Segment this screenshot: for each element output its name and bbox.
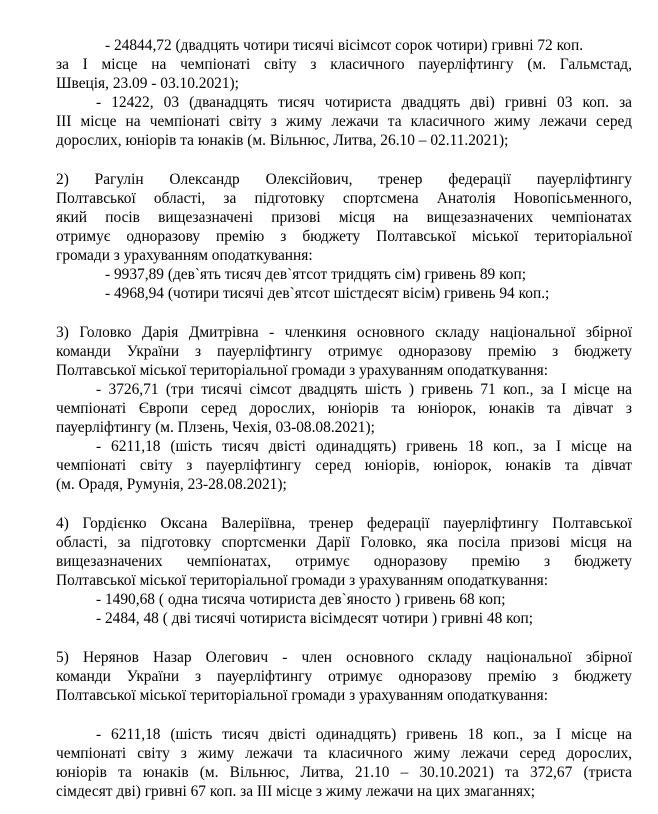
text-line: дорослих, юніорів та юнаків (м. Вільнюс, Литва, 26.10 – 02.11.2021);	[56, 132, 509, 149]
text-line: - 12422, 03 (дванадцять тисяч чотириста двадцять дві) гривні 03 коп. за	[96, 94, 632, 111]
text-line: (м. Орадя, Румунія, 23-28.08.2021);	[56, 476, 287, 493]
text-line: - 9937,89 (дев`ять тисяч дев`ятсот тридцять сім) гривень 89 коп;	[105, 266, 526, 283]
text-line: вищезазначених чемпіонатах, отримує одноразову премію з бюджету	[56, 553, 632, 570]
text-line: - 4968,94 (чотири тисячі дев`ятсот шістдесят вісім) гривень 94 коп.;	[105, 285, 550, 302]
text-line: пауерліфтингу (м. Плзень, Чехія, 03-08.08.2021);	[56, 419, 375, 436]
text-line: - 2484, 48 ( дві тисячі чотириста вісімдесят чотири ) гривні 48 коп;	[96, 610, 534, 627]
text-line: ІІІ місце на чемпіонаті світу з жиму лежачи та класичного жиму лежачи серед	[56, 113, 632, 130]
text-line: отримує одноразову премію з бюджету Полтавської міської територіальної	[56, 228, 632, 245]
text-line: - 6211,18 (шість тисяч двісті одинадцять) гривень 18 коп., за І місце на	[96, 438, 632, 455]
text-line: громади з урахуванням оподаткування:	[56, 247, 313, 264]
text-line: Полтавської міської територіальної громади з урахуванням оподаткування:	[56, 687, 548, 704]
text-line: команди України з пауерліфтингу отримує одноразову премію з бюджету	[56, 343, 632, 360]
text-line: 3) Головко Дарія Дмитрівна - членкиня основного складу національної збірної	[56, 324, 632, 341]
text-line: який посів вищезазначені призові місця на вищезазначених чемпіонатах	[56, 209, 632, 226]
text-line: чемпіонаті світу з пауерліфтингу серед юніорів, юніорок, юнаків та дівчат	[56, 457, 632, 474]
text-line: чемпіонаті світу з жиму лежачи та класичного жиму лежачи серед дорослих,	[56, 745, 632, 762]
text-line: - 24844,72 (двадцять чотири тисячі вісімсот сорок чотири) гривні 72 коп.	[105, 37, 584, 54]
text-line: Швеція, 23.09 - 03.10.2021);	[56, 75, 239, 92]
text-line: Полтавської міської територіальної громади з урахуванням оподаткування:	[56, 362, 548, 379]
text-line: - 1490,68 ( одна тисяча чотириста дев`яносто ) гривень 68 коп;	[96, 591, 506, 608]
text-line: 2) Рагулін Олександр Олексійович, тренер федерації пауерліфтингу	[56, 171, 632, 188]
text-line: - 3726,71 (три тисячі сімсот двадцять шість ) гривень 71 коп., за І місце на	[96, 381, 632, 398]
text-line: 4) Гордієнко Оксана Валеріївна, тренер федерації пауерліфтингу Полтавської	[56, 515, 632, 532]
text-line: Полтавської області, за підготовку спортсмена Анатолія Новопісьменного,	[56, 190, 632, 207]
text-line: Полтавської міської територіальної громади з урахуванням оподаткування:	[56, 572, 548, 589]
text-line: команди України з пауерліфтингу отримує одноразову премію з бюджету	[56, 668, 632, 685]
text-line: юніорів та юнаків (м. Вільнюс, Литва, 21.10 – 30.10.2021) та 372,67 (триста	[56, 764, 632, 781]
text-line: області, за підготовку спортсменки Дарії Головко, яка посіла призові місця на	[56, 534, 632, 551]
text-line: за І місце на чемпіонаті світу з класичного пауерліфтингу (м. Гальмстад,	[56, 56, 632, 73]
text-line: сімдесят дві) гривні 67 коп. за ІІІ місце з жиму лежачи на цих змаганнях;	[56, 783, 536, 800]
text-line: чемпіонаті Європи серед дорослих, юніорів та юніорок, юнаків та дівчат з	[56, 400, 632, 417]
text-line: 5) Нерянов Назар Олегович - член основного складу національної збірної	[56, 649, 632, 666]
text-line: - 6211,18 (шість тисяч двісті одинадцять) гривень 18 коп., за І місце на	[96, 726, 632, 743]
